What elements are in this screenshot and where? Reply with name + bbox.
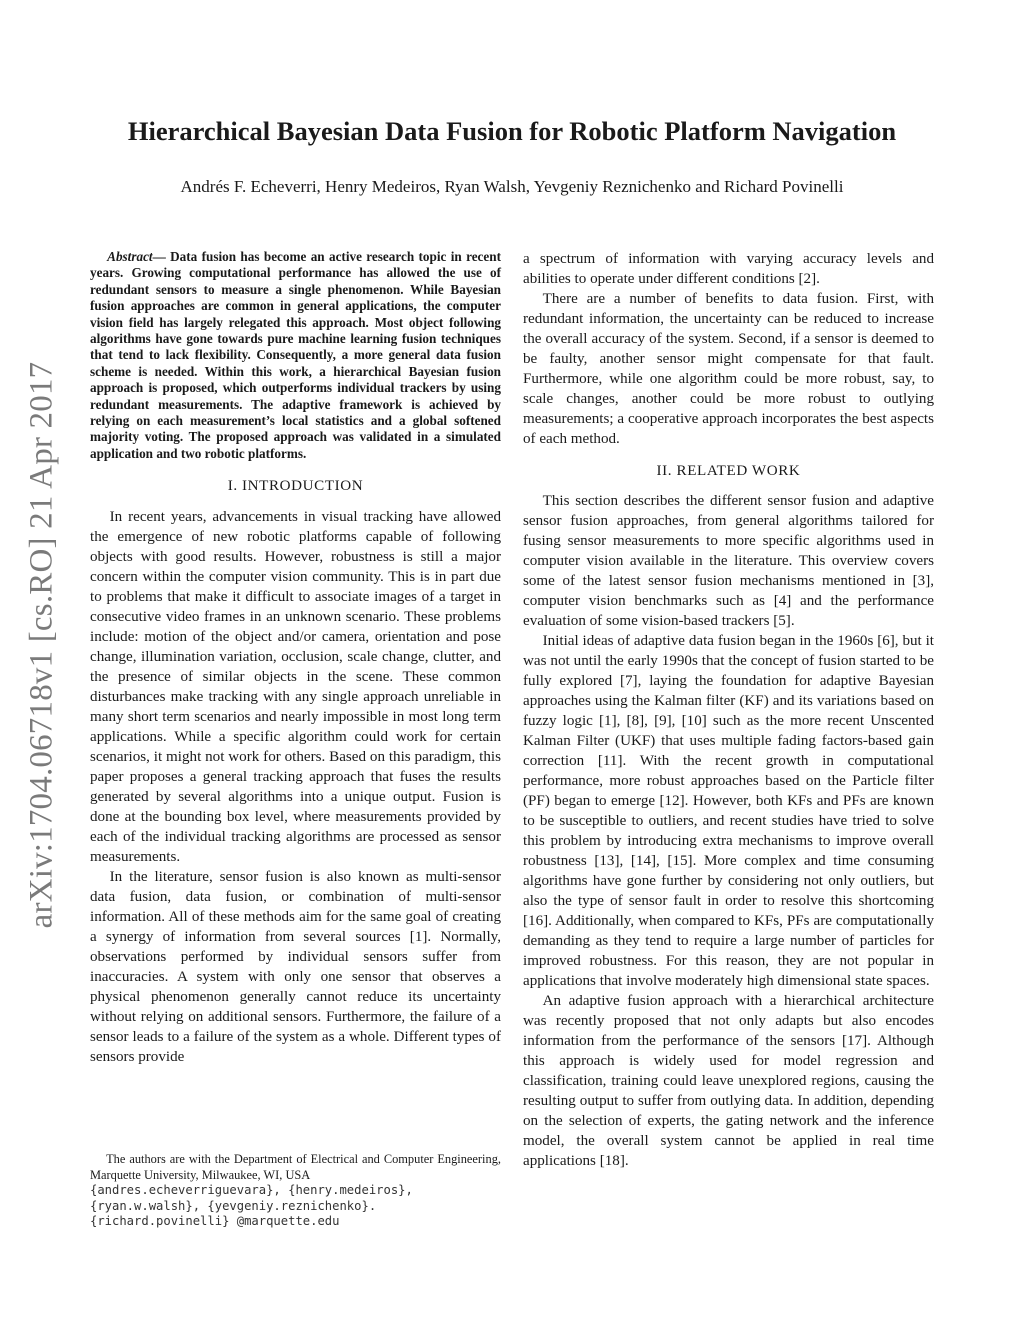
data-fusion-benefits-paragraph: There are a number of benefits to data fusion. First, with redundant information, the uncertainty can be reduced to increase the overall accuracy of the system. Second, if a sensor is deemed to be faulty, another sensor might compensate for that fault. Furthermore, while one algorithm could be more robust, say, to scale changes, another could be more robust to outlying measurements; a cooperative approach incorporates the best aspects of each method. [523, 291, 934, 447]
footnote-emails: {andres.echeverriguevara}, {henry.medeiros}, {ryan.w.walsh}, {yevgeniy.reznichenko}. {richard.povinelli} @marquette.edu [90, 1183, 413, 1228]
affiliation-footnote [90, 1152, 501, 1230]
intro-paragraph-1: In recent years, advancements in visual tracking have allowed the emergence of new robotic platforms capable of following objects with good results. However, robustness is still a major concern within the computer vision community. This is in part due to problems that make it difficult to associate images of a target in consecutive video frames in an unknown scenario. These problems include: motion of the object and/or camera, orientation and pose change, illumination variation, occlusion, scale change, clutter, and the presence of similar objects in the scene. These common disturbances make tracking with any single approach unreliable in many short term scenarios and nearly impossible in most long term applications. While a specific algorithm could work for certain scenarios, it might not work for others. Based on this paradigm, this paper proposes a general tracking approach that fuses the results generated by several algorithms into a unique output. Fusion is done at the bounding box level, where measurements provided by each of the individual tracking algorithms are processed as sensor measurements. [90, 509, 501, 866]
arxiv-identifier-text: arXiv:1704.06718v1 [cs.RO] 21 Apr 2017 [23, 361, 60, 929]
related-work-paragraph-1: This section describes the different sensor fusion and adaptive sensor fusion approaches, from general algorithms tailored for fusing sensor measurements to more specific algorithms used in computer vision available in the literature. This overview covers some of the latest sensor fusion mechanisms mentioned in [3], computer vision benchmarks such as [4] and the performance evaluation of some vision-based trackers [5]. [523, 493, 934, 629]
intro-paragraph-2: In the literature, sensor fusion is also known as multi-sensor data fusion, data fusion, or combination of multi-sensor information. All of these methods aim for the same goal of creating a synergy of information from several sources [1]. Normally, observations performed by individual sensors suffer from inaccuracies. A system with only one sensor that observes a physical phenomenon generally cannot reduce its uncertainty without relying on additional sensors. Furthermore, the failure of a sensor leads to a failure of the system as a whole. Different types of sensors provide [90, 869, 501, 1066]
abstract-text: — Data fusion has become an active research topic in recent years. Growing computational performance has allowed the use of redundant sensors to measure a single phenomenon. While Bayesian fusion approaches are common in general applications, the computer vision field has largely relegated this approach. Most object following algorithms have gone towards pure machine learning fusion techniques that tend to lack flexibility. Consequently, a more general data fusion scheme is needed. Within this work, a hierarchical Bayesian fusion approach is proposed, which outperforms individual trackers by using redundant measurements. The adaptive framework is achieved by relying on each measurement’s local statistics and a global softened majority voting. The proposed approach was validated in a simulated application and two robotic platforms. [90, 249, 501, 461]
paper-title: Hierarchical Bayesian Data Fusion for Robotic Platform Navigation [127, 116, 897, 146]
footnote-affiliation: The authors are with the Department of Electrical and Computer Engineering, Marquette University, Milwaukee, WI, USA [90, 1152, 501, 1182]
right-column [523, 249, 934, 1171]
related-work-paragraph-3: An adaptive fusion approach with a hierarchical architecture was recently proposed that not only adapts but also encodes information from the performance of the sensors [17]. Although this approach is widely used for model regression and classification, training could leave unexplored regions, causing the resulting output to suffer from outlying data. In addition, depending on the selection of experts, the gating network and the inference model, the overall system cannot be applied in real time applications [18]. [523, 993, 934, 1169]
arxiv-identifier-stamp [12, 350, 72, 940]
related-work-paragraph-2: Initial ideas of adaptive data fusion began in the 1960s [6], but it was not until the early 1990s that the concept of fusion started to be fully explored [7], laying the foundation for adaptive Bayesian approaches using the Kalman filter (KF) and its variations based on fuzzy logic [1], [8], [9], [10] such as the more recent Unscented Kalman Filter (UKF) that uses multiple fading factors-based gain correction [11]. With the recent growth in computational performance, more robust approaches based on the Particle filter (PF) began to emerge [12]. However, both KFs and PFs are known to be susceptible to outliers, and recent studies have tried to solve this problem by introducing extra mechanisms to improve overall robustness [13], [14], [15]. More complex and time consuming algorithms have gone further by considering not only outliers, but also the type of sensor fault in order to resolve this shortcoming [16]. Additionally, when compared to KFs, PFs are computationally demanding as they tend to require a large number of particles for improved robustness. For this reason, they are not popular in applications that involve moderately high dimensional state spaces. [523, 633, 934, 989]
abstract [90, 249, 501, 462]
abstract-label: Abstract [107, 249, 153, 264]
section-heading-introduction: I. INTRODUCTION [227, 478, 364, 495]
left-column [90, 249, 501, 1067]
intro-continuation-paragraph: a spectrum of information with varying accuracy levels and abilities to operate under different conditions [2]. [523, 251, 934, 287]
author-list: Andrés F. Echeverri, Henry Medeiros, Ryan Walsh, Yevgeniy Reznichenko and Richard Povinelli [180, 177, 844, 196]
section-heading-related-work: II. RELATED WORK [656, 463, 801, 479]
